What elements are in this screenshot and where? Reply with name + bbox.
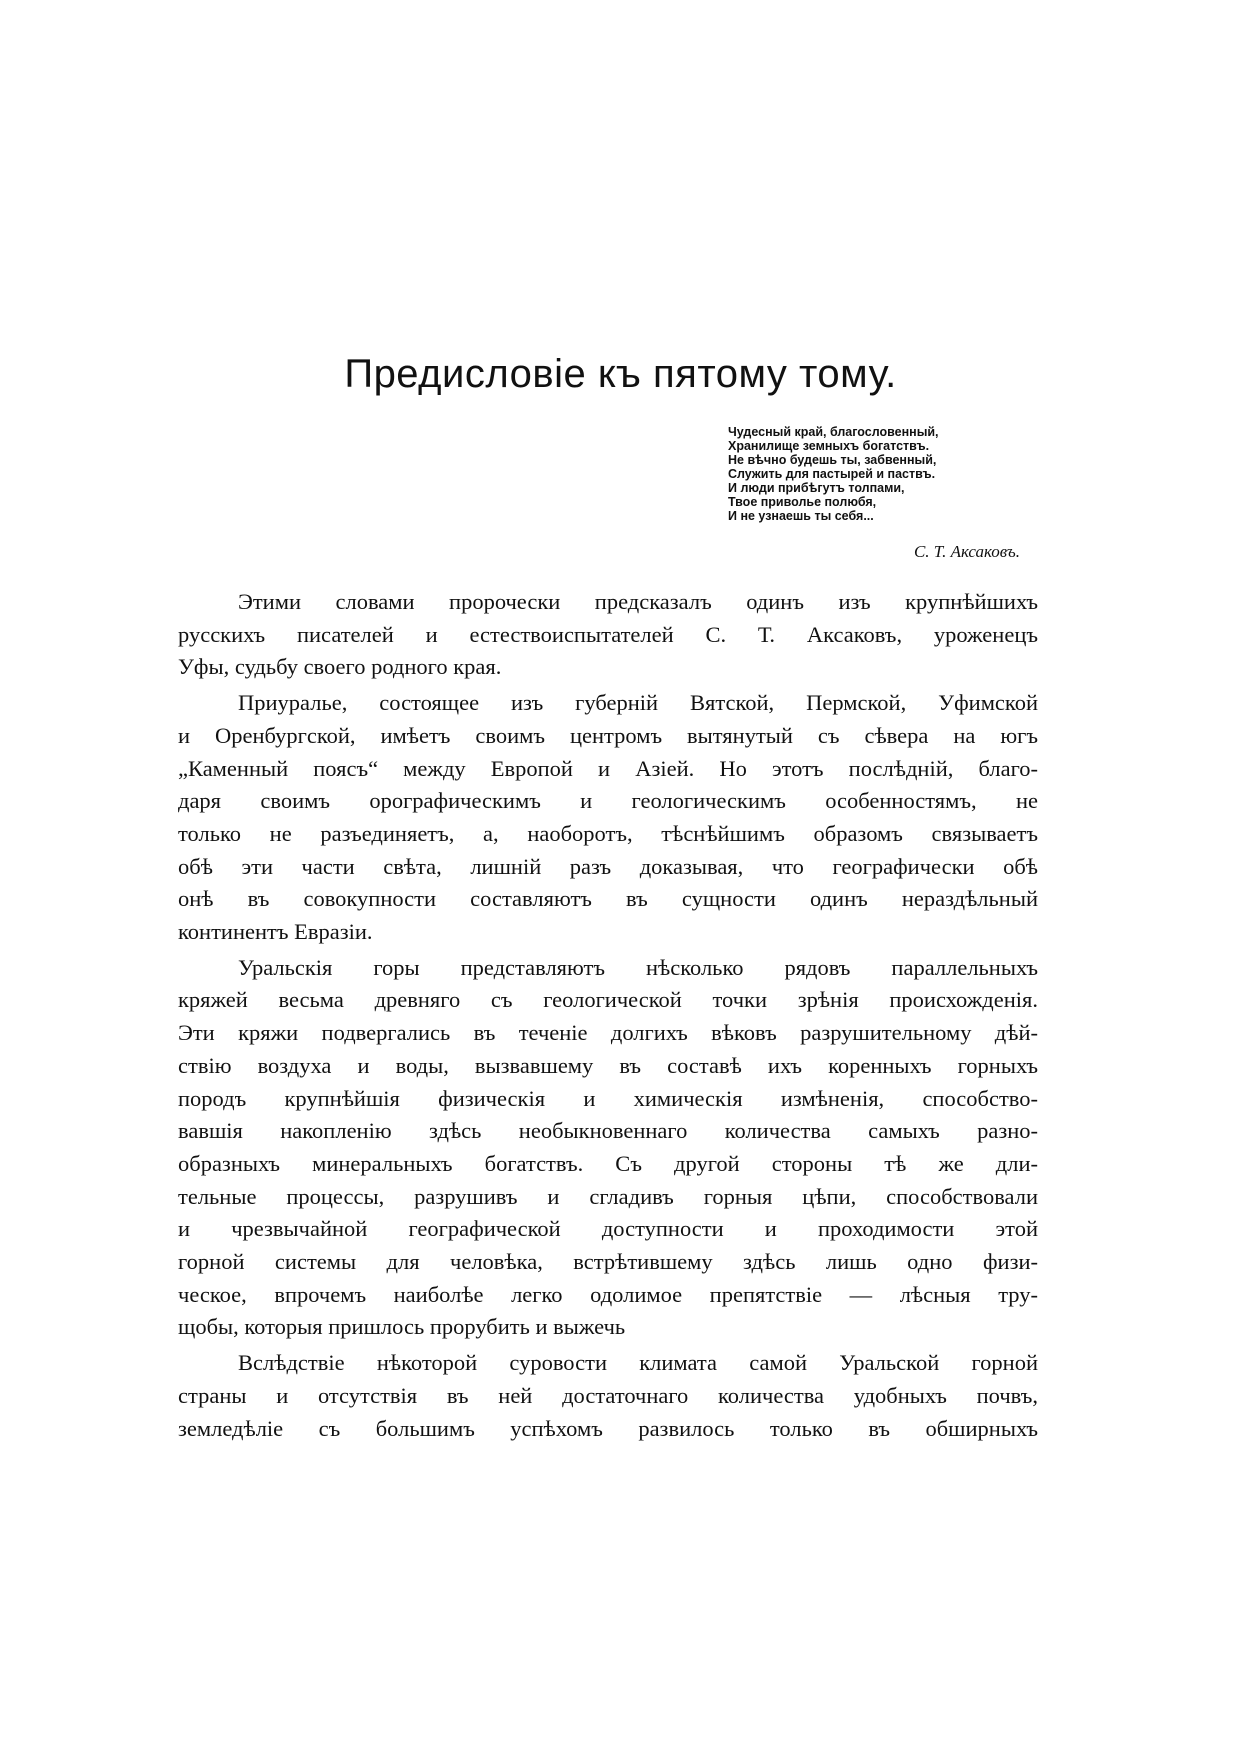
- epigraph-line: И люди прибѣгутъ толпами,: [728, 481, 905, 495]
- paragraph-line: русскихъ писателей и естествоиспытателей С. Т. Аксаковъ, уроженецъ: [178, 621, 1038, 647]
- paragraph-line: Уральскія горы представляютъ нѣсколько рядовъ параллельныхъ: [238, 954, 1038, 980]
- page-title: Предисловіе къ пятому тому.: [344, 352, 897, 396]
- paragraph-line: земледѣліе съ большимъ успѣхомъ развилось только въ обширныхъ: [178, 1415, 1038, 1441]
- epigraph-attribution: С. Т. Аксаковъ.: [913, 542, 1020, 561]
- epigraph-line: Служить для пастырей и паствъ.: [728, 467, 936, 481]
- paragraph-line: континентъ Евразіи.: [178, 919, 373, 945]
- paragraph-line: кряжей весьма древняго съ геологической точки зрѣнія происхожденія.: [178, 987, 1038, 1013]
- paragraph-line: обѣ эти части свѣта, лишній разъ доказывая, что географически обѣ: [178, 853, 1038, 879]
- paragraph-line: тельные процессы, разрушивъ и сгладивъ горныя цѣпи, способствовали: [178, 1183, 1038, 1209]
- epigraph-line: Хранилище земныхъ богатствъ.: [728, 439, 930, 453]
- paragraph: [178, 687, 1038, 949]
- paragraph: [178, 586, 1038, 684]
- paragraph-line: образныхъ минеральныхъ богатствъ. Съ другой стороны тѣ же дли-: [178, 1150, 1038, 1176]
- paragraph-line: Приуралье, состоящее изъ губерній Вятской, Пермской, Уфимской: [238, 690, 1038, 716]
- epigraph: [728, 425, 1028, 523]
- paragraph-line: породъ крупнѣйшія физическія и химическія измѣненія, способство-: [178, 1085, 1038, 1111]
- paragraph: [178, 1347, 1038, 1445]
- paragraph-line: „Каменный поясъ“ между Европой и Азіей. Но этотъ послѣдній, благо-: [178, 755, 1038, 781]
- epigraph-line: Не вѣчно будешь ты, забвенный,: [728, 453, 937, 467]
- paragraph-line: вавшія накопленію здѣсь необыкновеннаго количества самыхъ разно-: [178, 1118, 1038, 1144]
- paragraph-line: ствію воздуха и воды, вызвавшему въ составѣ ихъ коренныхъ горныхъ: [178, 1052, 1038, 1078]
- paragraph-line: горной системы для человѣка, встрѣтившему здѣсь лишь одно физи-: [178, 1249, 1038, 1275]
- paragraph-line: страны и отсутствія въ ней достаточнаго количества удобныхъ почвъ,: [178, 1382, 1038, 1408]
- epigraph-line: Твое приволье полюбя,: [728, 495, 877, 509]
- paragraph-line: и Оренбургской, имѣетъ своимъ центромъ вытянутый съ сѣвера на югъ: [178, 722, 1038, 748]
- epigraph-line: И не узнаешь ты себя...: [728, 509, 874, 523]
- epigraph-line: Чудесный край, благословенный,: [728, 425, 939, 439]
- body-text: [178, 586, 1038, 1448]
- paragraph-line: Уфы, судьбу своего родного края.: [178, 654, 502, 680]
- paragraph-line: Вслѣдствіе нѣкоторой суровости климата самой Уральской горной: [238, 1350, 1038, 1376]
- paragraph-line: щобы, которыя пришлось прорубить и выжечь: [178, 1314, 626, 1340]
- paragraph-line: онѣ въ совокупности составляютъ въ сущности одинъ нераздѣльный: [178, 886, 1038, 912]
- paragraph-line: Этими словами пророчески предсказалъ одинъ изъ крупнѣйшихъ: [238, 589, 1038, 614]
- paragraph-line: Эти кряжи подвергались въ теченіе долгихъ вѣковъ разрушительному дѣй-: [178, 1020, 1038, 1046]
- paragraph-line: даря своимъ орографическимъ и геологическимъ особенностямъ, не: [178, 788, 1038, 814]
- paragraph-line: ческое, впрочемъ наиболѣе легко одолимое препятствіе — лѣсныя тру-: [178, 1281, 1038, 1307]
- paragraph: [178, 952, 1038, 1344]
- paragraph-line: только не разъединяетъ, а, наоборотъ, тѣснѣйшимъ образомъ связываетъ: [178, 820, 1038, 846]
- paragraph-line: и чрезвычайной географической доступности и проходимости этой: [178, 1216, 1038, 1242]
